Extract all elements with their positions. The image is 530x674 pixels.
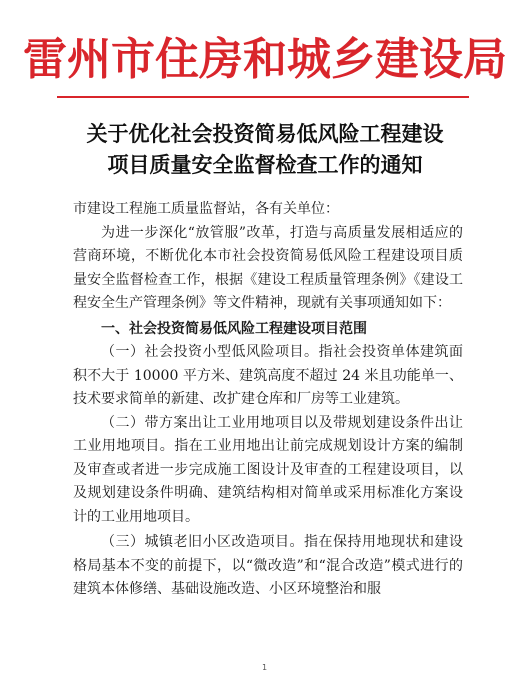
notice-body <box>73 198 463 602</box>
section-item-1: （一）社会投资小型低风险项目。指社会投资单体建筑面积不大于 10000 平方米、建筑高度不超过 24 米且功能单一、技术要求简单的新建、改扩建仓库和厂房等工业建筑。 <box>73 344 463 407</box>
section-heading-1: 一、社会投资简易低风险工程建设项目范围 <box>101 320 367 337</box>
notice-title-line-2: 项目质量安全监督检查工作的通知 <box>107 152 423 177</box>
section-item-3: （三）城镇老旧小区改造项目。指在保持用地现状和建设格局基本不变的前提下，以“微改造”和“混合改造”模式进行的建筑本体修缮、基础设施改造、小区环境整治和服 <box>73 534 463 597</box>
intro-paragraph: 为进一步深化“放管服”改革，打造与高质量发展相适应的营商环境，不断优化本市社会投资简易低风险工程建设项目质量安全监督检查工作，根据《建设工程质量管理条例》《建设工程安全生产管理条例》等文件精神，现就有关事项通知如下： <box>73 224 463 311</box>
section-item-2: （二）带方案出让工业用地项目以及带规划建设条件出让工业用地项目。指在工业用地出让前完成规划设计方案的编制及审查或者进一步完成施工图设计及审查的工程建设项目，以及规划建设条件明确、建筑结构相对简单或采用标准化方案设计的工业用地项目。 <box>73 414 463 525</box>
notice-title-line-1: 关于优化社会投资简易低风险工程建设 <box>86 121 444 146</box>
page-number: 1 <box>262 663 268 672</box>
masthead-title: 雷州市住房和城乡建设局 <box>23 34 507 85</box>
addressee: 市建设工程施工质量监督站，各有关单位： <box>73 201 339 217</box>
masthead-divider <box>57 96 469 98</box>
